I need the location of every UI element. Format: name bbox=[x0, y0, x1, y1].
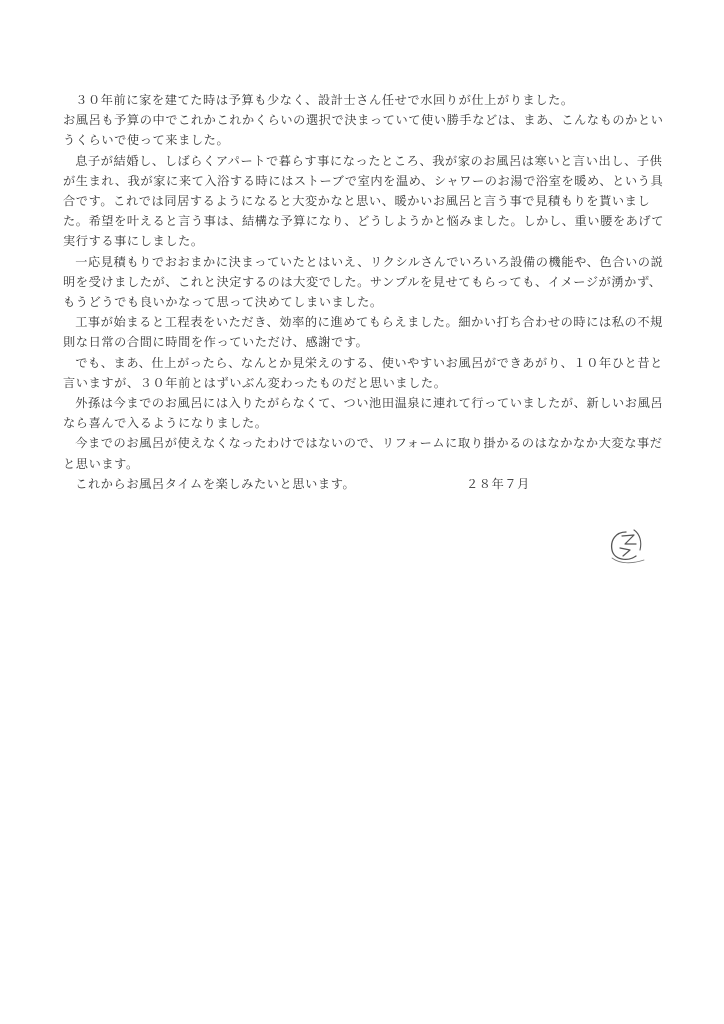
closing-text: これからお風呂タイムを楽しみたいと思います。 bbox=[75, 476, 356, 491]
paragraph-6: でも、まあ、仕上がったら、なんとか見栄えのする、使いやすいお風呂ができあがり、１０年ひと昔と言いますが、３０年前とはずいぶん変わったものだと思いました。 bbox=[63, 355, 663, 390]
letter-body bbox=[63, 90, 665, 494]
paragraph-2: お風呂も予算の中でこれかこれかくらいの選択で決まっていて使い勝手などは、まあ、こんなものかというくらいで使って来ました。 bbox=[63, 113, 664, 148]
closing-line bbox=[63, 474, 665, 494]
paragraph-4: 一応見積もりでおおまかに決まっていたとはいえ、リクシルさんでいろいろ設備の機能や、色合いの説明を受けましたが、これと決定するのは大変でした。サンプルを見せてもらっても、イメージが湧かず、もうどうでも良いかなって思って決めてしまいました。 bbox=[63, 254, 664, 310]
paragraph-1: ３０年前に家を建てた時は予算も少なく、設計士さん任せで水回りが仕上がりました。 bbox=[75, 93, 574, 107]
letter-date: ２８年７月 bbox=[466, 476, 530, 491]
paragraph-7: 外孫は今までのお風呂には入りたがらなくて、つい池田温泉に連れて行っていましたが、新しいお風呂なら喜んで入るようになりました。 bbox=[63, 396, 664, 431]
paragraph-3: 息子が結婚し、しばらくアパートで暮らす事になったところ、我が家のお風呂は寒いと言い出し、子供が生まれ、我が家に来て入浴する時にはストーブで室内を温め、シャワーのお湯で浴室を暖め、という具合です。これでは同居するようになると大変かなと思い、暖かいお風呂と言う事で見積もりを貰いました。希望を叶えると言う事は、結構な予算になり、どうしようかと悩みました。しかし、重い腰をあげて実行する事にしました。 bbox=[63, 153, 665, 249]
paragraph-8: 今までのお風呂が使えなくなったわけではないので、リフォームに取り掛かるのはなかなか大変な事だと思います。 bbox=[63, 436, 663, 471]
paragraph-5: 工事が始まると工程表をいただき、効率的に進めてもらえました。細かい打ち合わせの時には私の不規則な日常の合間に時間を作っていただけ、感謝です。 bbox=[63, 315, 663, 350]
handwritten-signature-icon bbox=[596, 520, 656, 570]
